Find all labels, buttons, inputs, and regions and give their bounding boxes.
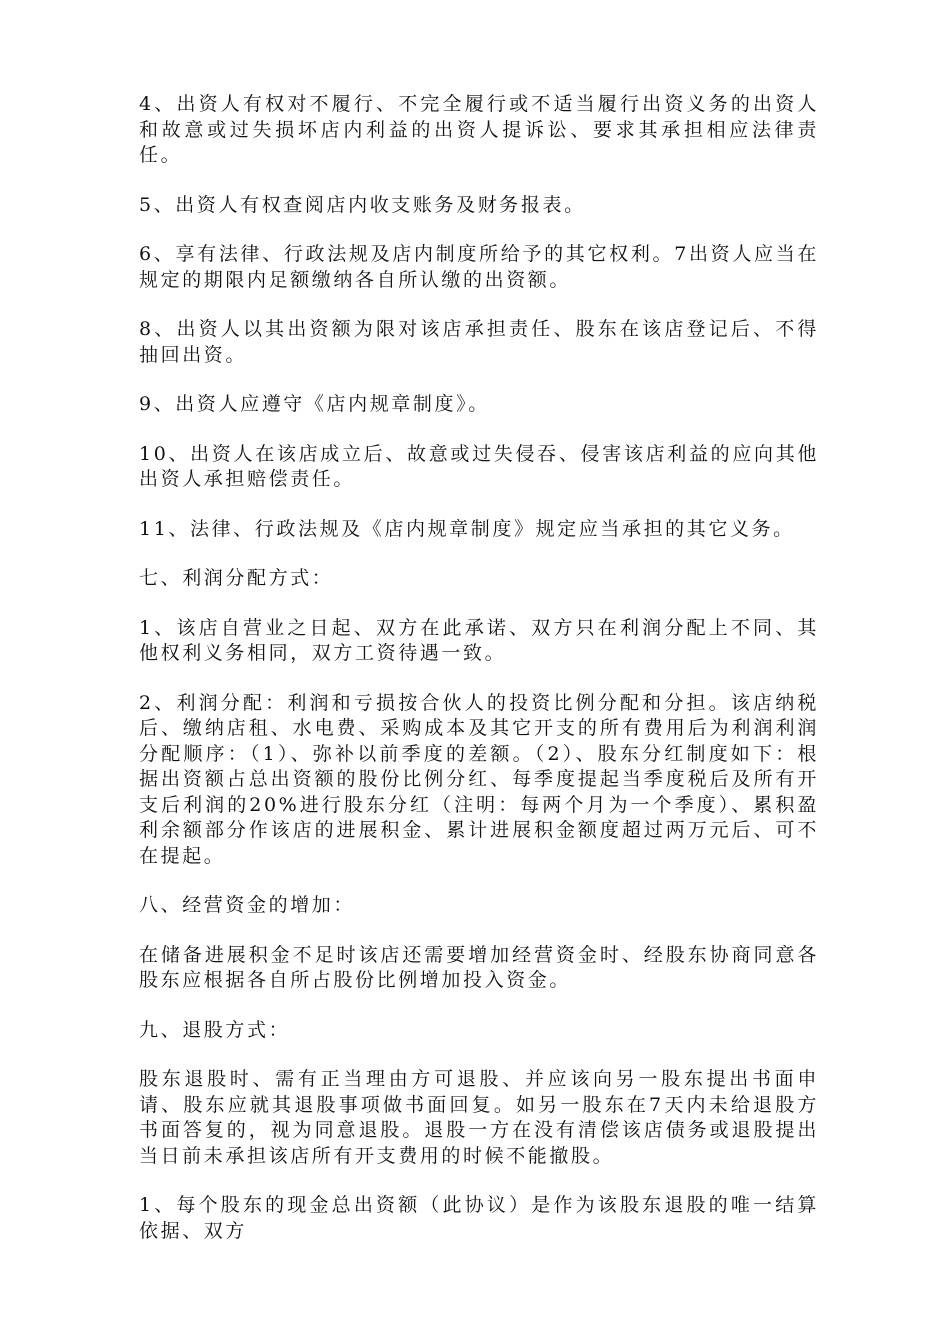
- paragraph-capital: 在储备进展积金不足时该店还需要增加经营资金时、经股东协商同意各股东应根据各自所占股份比例增加投入资金。: [139, 943, 819, 991]
- paragraph-right-4: 4、出资人有权对不履行、不完全履行或不适当履行出资义务的出资人和故意或过失损坏店内利益的出资人提诉讼、要求其承担相应法律责任。: [139, 93, 819, 166]
- paragraph-withdrawal-1: 1、每个股东的现金总出资额（此协议）是作为该股东退股的唯一结算依据、双方: [139, 1194, 819, 1242]
- paragraph-profit-1: 1、该店自营业之日起、双方在此承诺、双方只在利润分配上不同、其他权利义务相同，双方工资待遇一致。: [139, 616, 819, 664]
- document-body: [139, 92, 819, 1268]
- paragraph-withdrawal: 股东退股时、需有正当理由方可退股、并应该向另一股东提出书面申请、股东应就其退股事项做书面回复。如另一股东在7天内未给退股方书面答复的，视为同意退股。退股一方在没有清偿该店债务或退股提出当日前未承担该店所有开支费用的时候不能撤股。: [139, 1068, 819, 1167]
- section-heading-withdrawal: 九、退股方式：: [139, 1018, 291, 1041]
- paragraph-duty-9: 9、出资人应遵守《店内规章制度》。: [139, 393, 490, 415]
- paragraph-profit-2: 2、利润分配：利润和亏损按合伙人的投资比例分配和分担。该店纳税后、缴纳店租、水电费、采购成本及其它开支的所有费用后为利润利润分配顺序：（1）、弥补以前季度的差额。（2）、股东分红制度如下：根据出资额占总出资额的股份比例分红、每季度提起当季度税后及所有开支后利润的20%进行股东分红（注明：每两个月为一个季度）、累积盈利余额部分作该店的进展积金、累计进展积金额度超过两万元后、可不在提起。: [139, 691, 819, 867]
- section-heading-capital: 八、经营资金的增加：: [139, 894, 356, 916]
- paragraph-duty-11: 11、法律、行政法规及《店内规章制度》规定应当承担的其它义务。: [139, 517, 795, 540]
- paragraph-duty-8: 8、出资人以其出资额为限对该店承担责任、股东在该店登记后、不得抽回出资。: [139, 318, 819, 366]
- paragraph-right-6-7: 6、享有法律、行政法规及店内制度所给予的其它权利。7出资人应当在规定的期限内足额缴纳各自所认缴的出资额。: [139, 243, 819, 291]
- paragraph-right-5: 5、出资人有权查阅店内收支账务及财务报表。: [139, 193, 586, 216]
- section-heading-profit: 七、利润分配方式：: [139, 567, 334, 589]
- paragraph-duty-10: 10、出资人在该店成立后、故意或过失侵吞、侵害该店利益的应向其他出资人承担赔偿责任。: [139, 442, 819, 490]
